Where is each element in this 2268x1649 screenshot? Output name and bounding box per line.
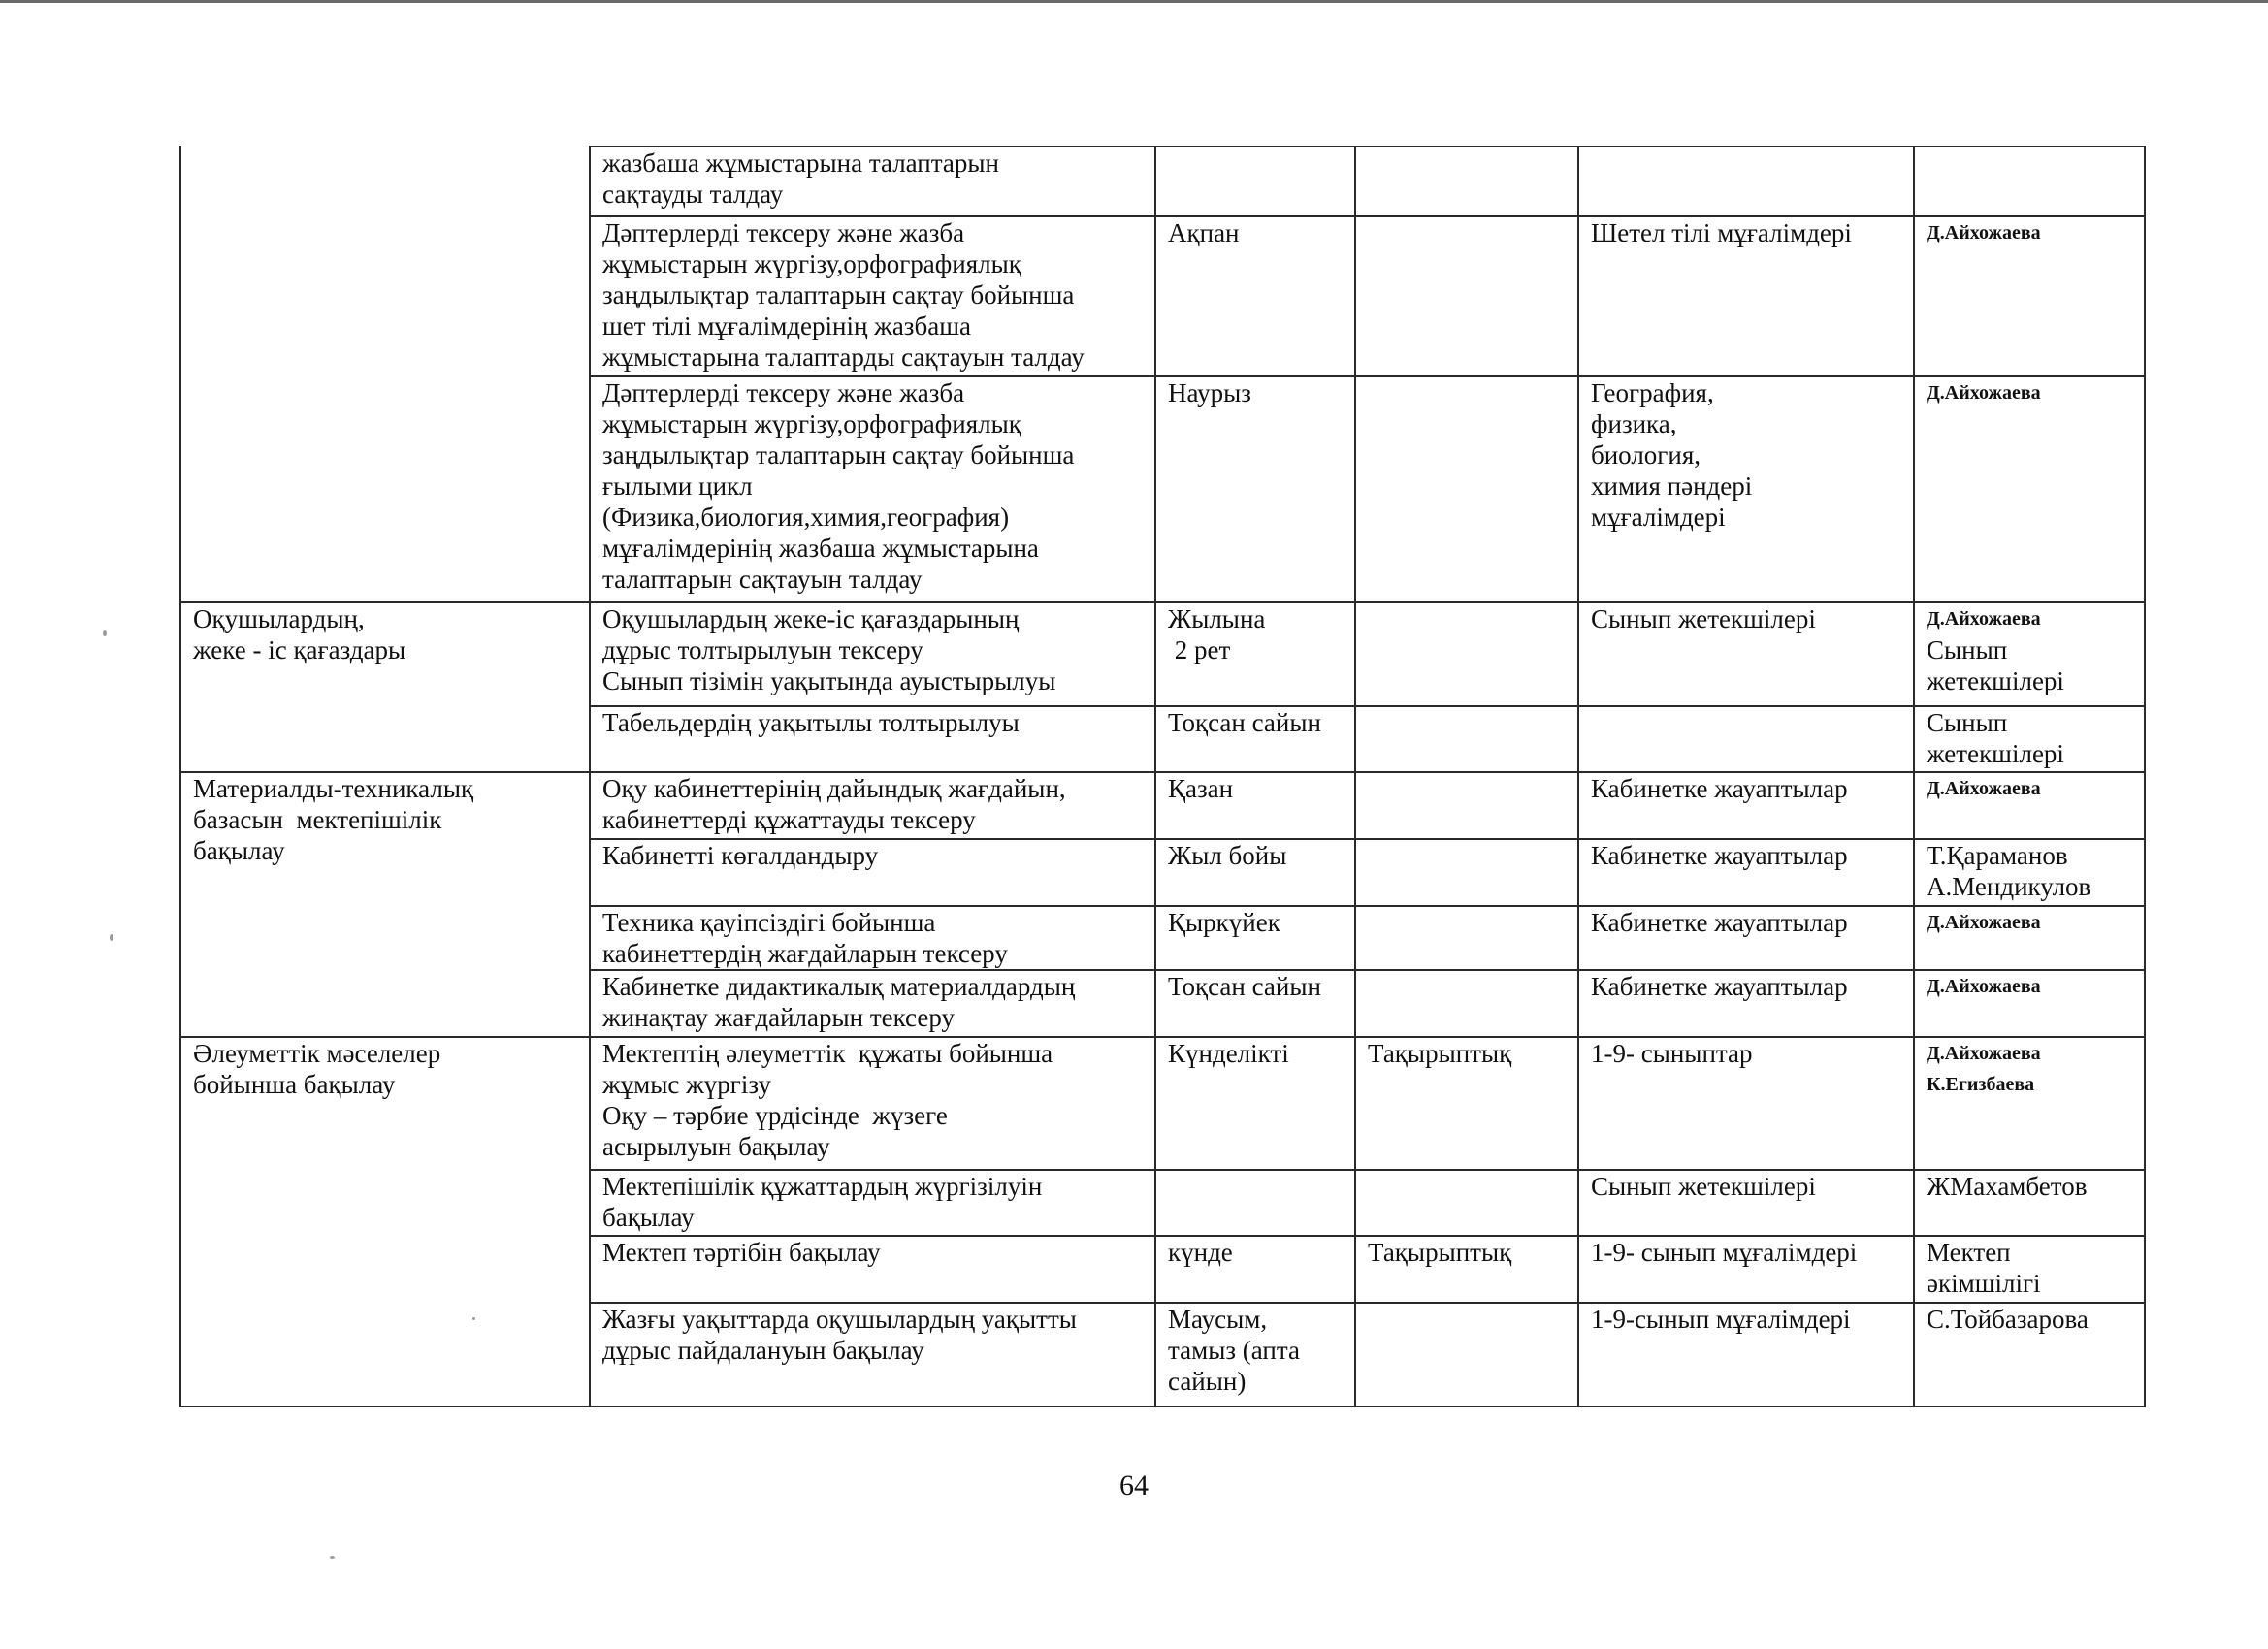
responsible-cell — [1914, 1303, 2145, 1406]
cell-line: Сынып — [1927, 635, 2008, 664]
document-sheet — [179, 146, 2144, 1397]
responsible-cell — [1914, 376, 2145, 602]
page-number: 64 — [1119, 1470, 1149, 1502]
cell-line: Сынып тізімін уақытында ауыстырылуы — [602, 666, 1056, 695]
cell-line: жұмыстарын жүргізу,орфографиялық — [602, 249, 1021, 278]
cell-line: Сынып жетекшілері — [1591, 1172, 1816, 1201]
cell-line: Күнделікті — [1168, 1039, 1289, 1068]
category-cell — [180, 146, 590, 602]
cell-line: Д.Айхожаева — [1927, 608, 2041, 630]
period-cell — [1155, 146, 1355, 216]
cell-line: Оқу кабинеттерінің дайындық жағдайын, — [602, 774, 1066, 803]
type-cell — [1355, 839, 1578, 906]
target-cell — [1578, 602, 1914, 706]
cell-line: Наурыз — [1168, 378, 1251, 407]
responsible-cell — [1914, 146, 2145, 216]
cell-line: Сынып жетекшілері — [1591, 604, 1816, 633]
category-cell — [180, 602, 590, 772]
type-cell — [1355, 1236, 1578, 1303]
cell-line: С.Тойбазарова — [1927, 1305, 2089, 1334]
cell-line: Кабинетке жауаптылар — [1591, 908, 1848, 937]
responsible-cell — [1914, 1236, 2145, 1303]
period-cell — [1155, 602, 1355, 706]
target-cell — [1578, 772, 1914, 839]
task-cell — [590, 970, 1155, 1037]
cell-line: Сынып — [1927, 708, 2008, 737]
cell-line: Т.Қараманов — [1927, 841, 2068, 870]
cell-line: жинақтау жағдайларын тексеру — [602, 1003, 955, 1032]
cell-line: Қазан — [1168, 774, 1234, 803]
target-cell — [1578, 970, 1914, 1037]
target-cell — [1578, 216, 1914, 376]
cell-line: заңдылықтар талаптарын сақтау бойынша — [602, 440, 1075, 469]
cell-line: К.Егизбаева — [1927, 1074, 2035, 1095]
responsible-cell — [1914, 970, 2145, 1037]
type-cell — [1355, 970, 1578, 1037]
responsible-cell — [1914, 706, 2145, 772]
cell-line: Д.Айхожаева — [1927, 1043, 2041, 1064]
cell-line: талаптарын сақтауын талдау — [602, 565, 923, 594]
cell-line: дұрыс пайдалануын бақылау — [602, 1336, 924, 1365]
cell-line: ғылыми цикл — [602, 471, 753, 501]
cell-line: сайын) — [1168, 1367, 1247, 1396]
cell-line: Техника қауіпсіздігі бойынша — [602, 908, 936, 937]
cell-line: шет тілі мұғалімдерінің жазбаша — [602, 311, 971, 340]
cell-line: биология, — [1591, 440, 1701, 469]
responsible-cell — [1914, 839, 2145, 906]
cell-line: Тоқсан сайын — [1168, 708, 1321, 737]
cell-line: Оқушылардың жеке-іс қағаздарының — [602, 604, 1020, 633]
category-cell — [180, 772, 590, 1037]
category-label: Оқушылардың, жеке - іс қағаздары — [193, 604, 406, 664]
scan-speck — [110, 934, 113, 941]
period-cell — [1155, 1037, 1355, 1170]
type-cell — [1355, 376, 1578, 602]
cell-line: жұмыстарын жүргізу,орфографиялық — [602, 409, 1021, 438]
cell-line: Д.Айхожаева — [1927, 778, 2041, 799]
category-cell — [180, 1037, 590, 1406]
task-cell — [590, 772, 1155, 839]
cell-line: ЖМахамбетов — [1927, 1172, 2088, 1201]
cell-line: (Физика,биология,химия,география) — [602, 502, 1010, 532]
cell-line: бақылау — [602, 1203, 695, 1232]
cell-line: жұмыстарына талаптарды сақтауын талдау — [602, 342, 1085, 372]
task-cell — [590, 706, 1155, 772]
cell-line: күнде — [1168, 1238, 1233, 1267]
scan-speck — [472, 1317, 475, 1320]
cell-line: жетекшілері — [1927, 666, 2064, 695]
cell-line: мұғалімдері — [1591, 502, 1726, 532]
cell-line: Тоқсан сайын — [1168, 972, 1321, 1001]
cell-line: Шетел тілі мұғалімдері — [1591, 218, 1852, 247]
period-cell — [1155, 772, 1355, 839]
cell-line: Д.Айхожаева — [1927, 382, 2041, 404]
task-cell — [590, 839, 1155, 906]
task-cell — [590, 906, 1155, 970]
cell-line: Оқу – тәрбие үрдісінде жүзеге — [602, 1101, 948, 1130]
target-cell — [1578, 706, 1914, 772]
type-cell — [1355, 602, 1578, 706]
target-cell — [1578, 146, 1914, 216]
cell-line: Қыркүйек — [1168, 908, 1280, 937]
cell-line: Тақырыптық — [1368, 1238, 1512, 1267]
table-row — [180, 602, 2145, 706]
cell-line: заңдылықтар талаптарын сақтау бойынша — [602, 280, 1075, 309]
cell-line: Табельдердің уақытылы толтырылуы — [602, 708, 1020, 737]
cell-line: сақтауды талдау — [602, 179, 784, 209]
target-cell — [1578, 1170, 1914, 1236]
period-cell — [1155, 376, 1355, 602]
cell-line: жазбаша жұмыстарына талаптарын — [602, 148, 999, 178]
table-row — [180, 146, 2145, 216]
cell-line: Кабинетті көгалдандыру — [602, 841, 879, 870]
cell-line: Маусым, — [1168, 1305, 1268, 1334]
period-cell — [1155, 1170, 1355, 1236]
task-cell — [590, 146, 1155, 216]
table-row — [180, 1037, 2145, 1170]
type-cell — [1355, 216, 1578, 376]
cell-line: Жыл бойы — [1168, 841, 1287, 870]
cell-line: кабинеттерді құжаттауды тексеру — [602, 805, 976, 834]
period-cell — [1155, 1236, 1355, 1303]
responsible-cell — [1914, 602, 2145, 706]
cell-line: 1-9- сыныптар — [1591, 1039, 1753, 1068]
cell-line: Д.Айхожаева — [1927, 976, 2041, 997]
type-cell — [1355, 772, 1578, 839]
type-cell — [1355, 146, 1578, 216]
cell-line: физика, — [1591, 409, 1677, 438]
period-cell — [1155, 970, 1355, 1037]
cell-line: жұмыс жүргізу — [602, 1070, 771, 1099]
cell-line: Кабинетке жауаптылар — [1591, 972, 1848, 1001]
category-label: Материалды-техникалық базасын мектепішілік бақылау — [193, 774, 474, 865]
task-cell — [590, 1236, 1155, 1303]
task-cell — [590, 1170, 1155, 1236]
responsible-cell — [1914, 216, 2145, 376]
cell-line: асырылуын бақылау — [602, 1132, 830, 1161]
type-cell — [1355, 1170, 1578, 1236]
task-cell — [590, 602, 1155, 706]
cell-line: Тақырыптық — [1368, 1039, 1512, 1068]
cell-line: Мектепішілік құжаттардың жүргізілуін — [602, 1172, 1043, 1201]
cell-line: 2 рет — [1168, 635, 1231, 664]
cell-line: Дәптерлерді тексеру және жазба — [602, 378, 965, 407]
cell-line: Кабинетке дидактикалық материалдардың — [602, 972, 1076, 1001]
cell-line: 1-9- сынып мұғалімдері — [1591, 1238, 1858, 1267]
type-cell — [1355, 906, 1578, 970]
target-cell — [1578, 1037, 1914, 1170]
type-cell — [1355, 1303, 1578, 1406]
cell-line: Дәптерлерді тексеру және жазба — [602, 218, 965, 247]
responsible-cell — [1914, 772, 2145, 839]
cell-line: Кабинетке жауаптылар — [1591, 774, 1848, 803]
period-cell — [1155, 706, 1355, 772]
cell-line: химия пәндері — [1591, 471, 1753, 501]
cell-line: Д.Айхожаева — [1927, 912, 2041, 933]
cell-line: География, — [1591, 378, 1714, 407]
task-cell — [590, 1037, 1155, 1170]
cell-line: Мектеп — [1927, 1238, 2011, 1267]
period-cell — [1155, 1303, 1355, 1406]
cell-line: Д.Айхожаева — [1927, 222, 2041, 243]
responsible-cell — [1914, 1037, 2145, 1170]
cell-line: жетекшілері — [1927, 739, 2064, 768]
cell-line: дұрыс толтырылуын тексеру — [602, 635, 923, 664]
cell-line: Ақпан — [1168, 218, 1240, 247]
task-cell — [590, 1303, 1155, 1406]
period-cell — [1155, 839, 1355, 906]
cell-line: әкімшілігі — [1927, 1269, 2041, 1298]
target-cell — [1578, 1236, 1914, 1303]
control-plan-table — [179, 146, 2146, 1407]
scan-top-edge — [0, 0, 2268, 3]
task-cell — [590, 216, 1155, 376]
target-cell — [1578, 906, 1914, 970]
task-cell — [590, 376, 1155, 602]
cell-line: Мектептің әлеуметтік құжаты бойынша — [602, 1039, 1053, 1068]
cell-line: Мектеп тәртібін бақылау — [602, 1238, 881, 1267]
target-cell — [1578, 376, 1914, 602]
responsible-cell — [1914, 1170, 2145, 1236]
target-cell — [1578, 1303, 1914, 1406]
cell-line: Жылына — [1168, 604, 1266, 633]
category-label: Әлеуметтік мәселелер бойынша бақылау — [193, 1039, 441, 1099]
cell-line: тамыз (апта — [1168, 1336, 1300, 1365]
cell-line: А.Мендикулов — [1927, 872, 2091, 901]
cell-line: Жазғы уақыттарда оқушылардың уақытты — [602, 1305, 1077, 1334]
period-cell — [1155, 906, 1355, 970]
responsible-cell — [1914, 906, 2145, 970]
type-cell — [1355, 1037, 1578, 1170]
type-cell — [1355, 706, 1578, 772]
cell-line: мұғалімдерінің жазбаша жұмыстарына — [602, 534, 1039, 563]
period-cell — [1155, 216, 1355, 376]
cell-line: Кабинетке жауаптылар — [1591, 841, 1848, 870]
scan-speck — [103, 630, 107, 636]
table-row — [180, 772, 2145, 839]
scan-speck — [330, 1556, 335, 1559]
cell-line: 1-9-сынып мұғалімдері — [1591, 1305, 1851, 1334]
cell-line: кабинеттердің жағдайларын тексеру — [602, 939, 1008, 968]
target-cell — [1578, 839, 1914, 906]
